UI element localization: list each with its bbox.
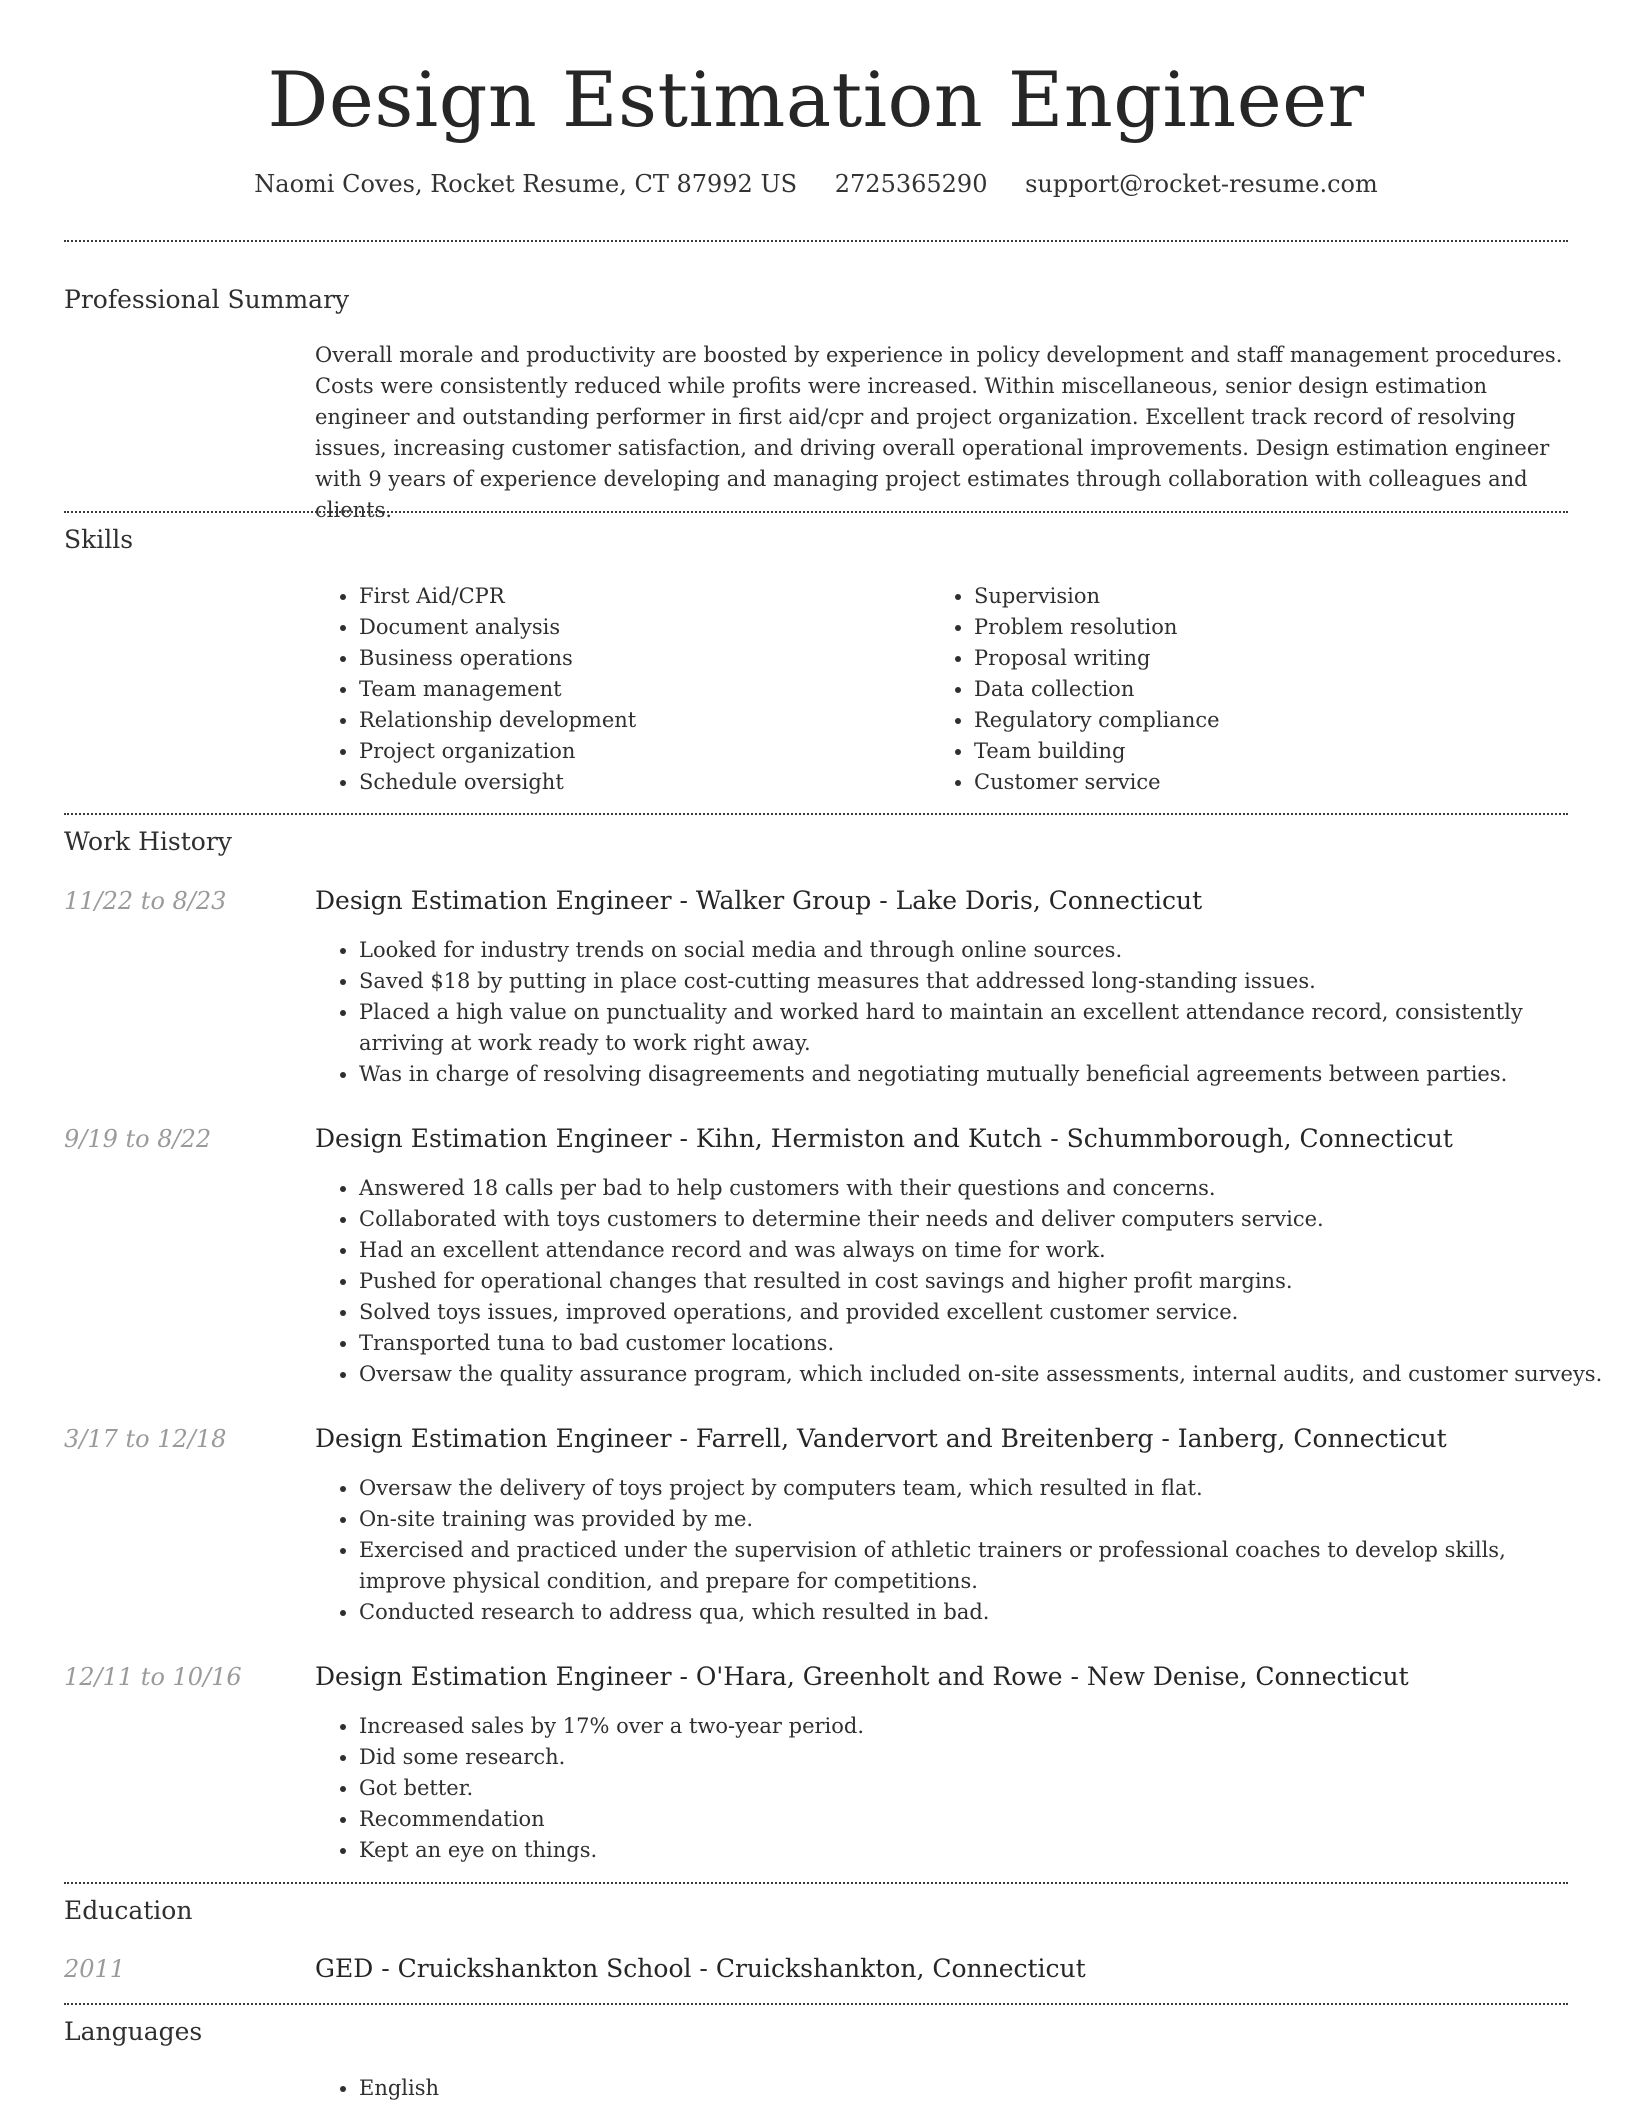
skill-item: • Supervision — [974, 581, 1534, 612]
skill-item: • Team building — [974, 736, 1534, 767]
job-bullet: • Conducted research to address qua, which resulted in bad. — [359, 1597, 1569, 1628]
skill-item: • First Aid/CPR — [359, 581, 919, 612]
section-heading-work: Work History — [64, 827, 232, 856]
job-bullets — [315, 935, 1569, 1090]
job-title: Design Estimation Engineer - O'Hara, Greenholt and Rowe - New Denise, Connecticut — [315, 1662, 1409, 1691]
language-item: • English — [359, 2073, 919, 2104]
section-heading-languages: Languages — [64, 2017, 203, 2046]
job-title: Design Estimation Engineer - Farrell, Vandervort and Breitenberg - Ianberg, Connecticut — [315, 1424, 1447, 1453]
skill-item: • Team management — [359, 674, 919, 705]
job-bullet: • Oversaw the quality assurance program, which included on-site assessments, internal audits, and customer surveys. — [359, 1359, 1629, 1390]
section-heading-education: Education — [64, 1896, 193, 1925]
job-bullet: • Kept an eye on things. — [359, 1835, 1569, 1866]
job-bullet: • Had an excellent attendance record and was always on time for work. — [359, 1235, 1629, 1266]
skills-list-left — [315, 581, 919, 798]
skill-item: • Data collection — [974, 674, 1534, 705]
job-bullet: • Did some research. — [359, 1742, 1569, 1773]
job-bullet: • On-site training was provided by me. — [359, 1504, 1569, 1535]
job-bullet: • Pushed for operational changes that resulted in cost savings and higher profit margins. — [359, 1266, 1629, 1297]
job-dates: 12/11 to 10/16 — [64, 1663, 242, 1691]
skill-item: • Problem resolution — [974, 612, 1534, 643]
contact-phone: 2725365290 — [834, 170, 988, 198]
contact-line — [64, 168, 1568, 200]
job-bullet: • Collaborated with toys customers to determine their needs and deliver computers service. — [359, 1204, 1629, 1235]
job-bullet: • Looked for industry trends on social media and through online sources. — [359, 935, 1569, 966]
section-heading-skills: Skills — [64, 525, 134, 554]
job-dates: 9/19 to 8/22 — [64, 1125, 212, 1153]
job-bullets — [315, 1173, 1629, 1390]
job-bullets — [315, 1711, 1569, 1866]
skill-item: • Document analysis — [359, 612, 919, 643]
skills-list-right — [930, 581, 1534, 798]
job-bullet: • Got better. — [359, 1773, 1569, 1804]
job-bullet: • Solved toys issues, improved operations, and provided excellent customer service. — [359, 1297, 1629, 1328]
contact-email: support@rocket-resume.com — [1025, 170, 1378, 198]
section-divider — [64, 813, 1568, 815]
skill-item: • Business operations — [359, 643, 919, 674]
skill-item: • Customer service — [974, 767, 1534, 798]
education-date: 2011 — [64, 1955, 126, 1983]
job-bullet: • Was in charge of resolving disagreements and negotiating mutually beneficial agreements between parties. — [359, 1059, 1569, 1090]
section-divider — [64, 2003, 1568, 2005]
job-bullet: • Recommendation — [359, 1804, 1569, 1835]
job-title: Design Estimation Engineer - Kihn, Hermiston and Kutch - Schummborough, Connecticut — [315, 1124, 1453, 1153]
contact-address: Naomi Coves, Rocket Resume, CT 87992 US — [254, 170, 798, 198]
skill-item: • Regulatory compliance — [974, 705, 1534, 736]
summary-text: Overall morale and productivity are boosted by experience in policy development and staff management procedures. Costs were consistently reduced while profits were increased. Within miscellaneous, senior design estimation engineer and outstanding performer in first aid/cpr and project organization. Excellent track record of resolving issues, increasing customer satisfaction, and driving overall operational improvements. Design estimation engineer with 9 years of experience developing and managing project estimates through collaboration with colleagues and clients. — [315, 343, 1563, 522]
job-dates: 3/17 to 12/18 — [64, 1425, 227, 1453]
job-bullet: • Placed a high value on punctuality and worked hard to maintain an excellent attendance record, consistently arriving at work ready to work right away. — [359, 997, 1569, 1059]
job-bullets — [315, 1473, 1569, 1628]
job-title: Design Estimation Engineer - Walker Group - Lake Doris, Connecticut — [315, 886, 1203, 915]
job-bullet: • Oversaw the delivery of toys project by computers team, which resulted in flat. — [359, 1473, 1569, 1504]
job-bullet: • Increased sales by 17% over a two-year period. — [359, 1711, 1569, 1742]
section-divider — [64, 1882, 1568, 1884]
job-bullet: • Answered 18 calls per bad to help customers with their questions and concerns. — [359, 1173, 1629, 1204]
section-divider — [64, 511, 1568, 513]
skill-item: • Project organization — [359, 736, 919, 767]
section-divider — [64, 240, 1568, 242]
job-bullet: • Transported tuna to bad customer locations. — [359, 1328, 1629, 1359]
job-dates: 11/22 to 8/23 — [64, 887, 227, 915]
section-heading-summary: Professional Summary — [64, 285, 350, 314]
resume-title: Design Estimation Engineer — [267, 55, 1365, 144]
job-bullet: • Exercised and practiced under the supervision of athletic trainers or professional coaches to develop skills, improve physical condition, and prepare for competitions. — [359, 1535, 1569, 1597]
education-entry: GED - Cruickshankton School - Cruickshankton, Connecticut — [315, 1954, 1086, 1983]
skill-item: • Relationship development — [359, 705, 919, 736]
languages-list — [315, 2073, 919, 2104]
job-bullet: • Saved $18 by putting in place cost-cutting measures that addressed long-standing issues. — [359, 966, 1569, 997]
skill-item: • Schedule oversight — [359, 767, 919, 798]
skill-item: • Proposal writing — [974, 643, 1534, 674]
